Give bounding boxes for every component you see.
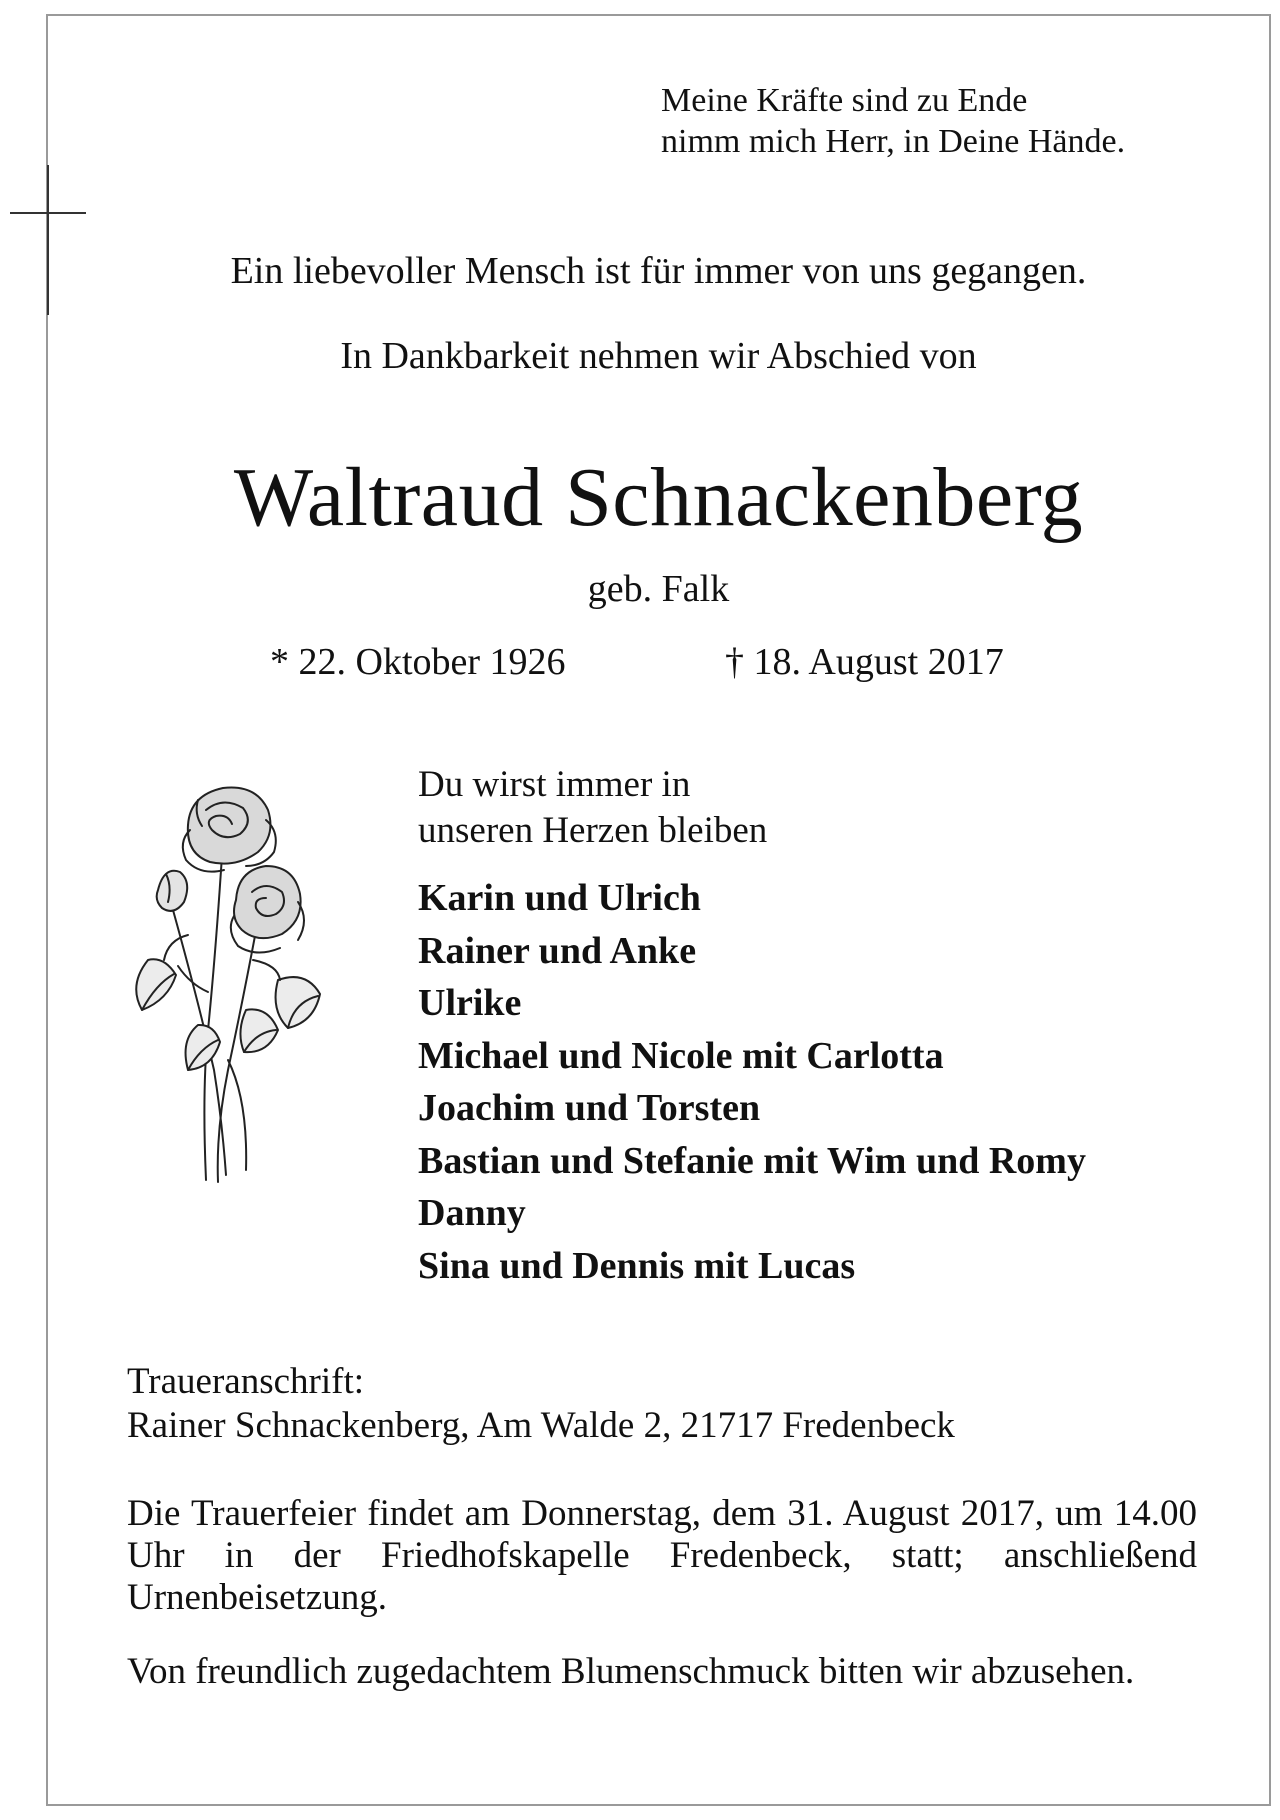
mourner-entry: Joachim und Torsten: [418, 1087, 761, 1129]
motto-verse: [661, 80, 1125, 162]
intro-line: Ein liebevoller Mensch ist für immer von uns gegangen.: [230, 250, 1087, 292]
maiden-name: geb. Falk: [587, 568, 730, 610]
mourner-entry: Karin und Ulrich: [418, 877, 701, 919]
mourner-entry: Ulrike: [418, 982, 522, 1024]
tribute-line: unseren Herzen bleiben: [418, 810, 768, 851]
rose-illustration: [128, 770, 333, 1190]
deceased-name: Waltraud Schnackenberg: [233, 451, 1084, 544]
mourning-address: [127, 1360, 955, 1448]
address-label: Traueranschrift:: [127, 1361, 365, 1402]
mourner-entry: Bastian und Stefanie mit Wim und Romy: [418, 1139, 1086, 1182]
mourner-entry: Danny: [418, 1192, 526, 1234]
mourner-entry: Rainer und Anke: [418, 929, 697, 972]
mourner-entry: Michael und Nicole mit Carlotta: [418, 1034, 944, 1077]
tribute-verse: [418, 762, 767, 854]
mourners-list: [418, 872, 1086, 1292]
flowers-note: Von freundlich zugedachtem Blumenschmuck bitten wir abzusehen.: [127, 1651, 1135, 1692]
address-value: Rainer Schnackenberg, Am Walde 2, 21717 Fredenbeck: [127, 1405, 955, 1446]
motto-line: nimm mich Herr, in Deine Hände.: [661, 123, 1126, 160]
birth-date: * 22. Oktober 1926: [270, 641, 566, 683]
farewell-line: In Dankbarkeit nehmen wir Abschied von: [340, 335, 977, 377]
motto-line: Meine Kräfte sind zu Ende: [661, 82, 1028, 119]
death-date: † 18. August 2017: [725, 641, 1004, 683]
tribute-line: Du wirst immer in: [418, 764, 691, 805]
ceremony-info: Die Trauerfeier findet am Donnerstag, dem 31. August 2017, um 14.00 Uhr in der Friedhofskapelle Fredenbeck, statt; anschließend Urnenbeisetzung.: [127, 1493, 1197, 1618]
mourner-entry: Sina und Dennis mit Lucas: [418, 1244, 856, 1287]
